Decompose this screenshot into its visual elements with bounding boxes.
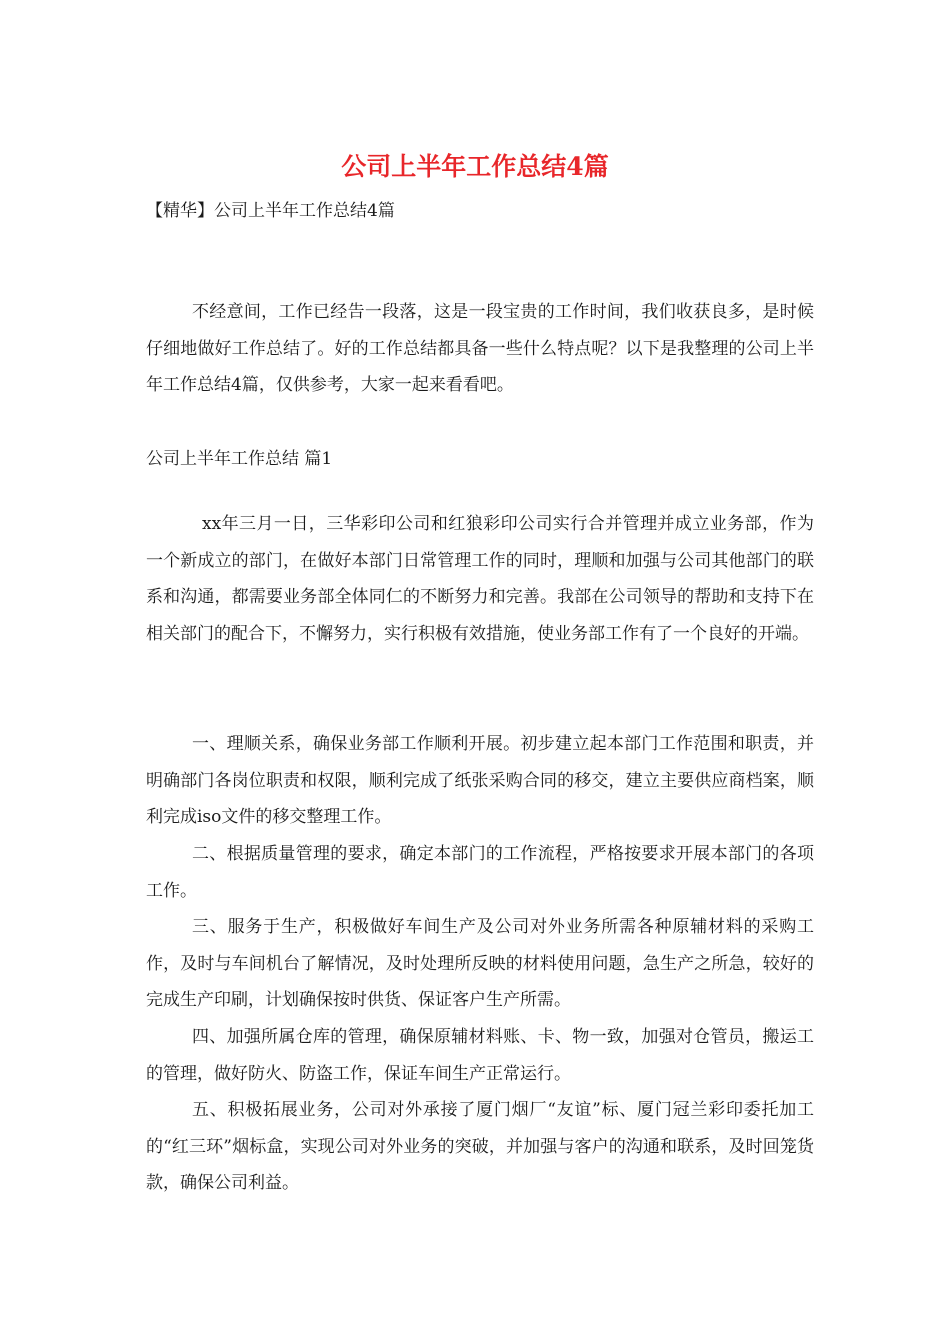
body-paragraph: xx年三月一日，三华彩印公司和红狼彩印公司实行合并管理并成立业务部，作为一个新成立的部门，在做好本部门日常管理工作的同时，理顺和加强与公司其他部门的联系和沟通，都需要业务部全体同仁的不断努力和完善。我部在公司领导的帮助和支持下在相关部门的配合下，不懈努力，实行积极有效措施，使业务部工作有了一个良好的开端。 bbox=[146, 514, 814, 644]
body-paragraph: 二、根据质量管理的要求，确定本部门的工作流程，严格按要求开展本部门的各项工作。 bbox=[146, 844, 814, 901]
section-heading: 公司上半年工作总结 篇1 bbox=[146, 449, 333, 469]
intro-paragraph: 不经意间，工作已经告一段落，这是一段宝贵的工作时间，我们收获良多，是时候仔细地做好工作总结了。好的工作总结都具备一些什么特点呢？以下是我整理的公司上半年工作总结4篇，仅供参考，大家一起来看看吧。 bbox=[146, 302, 814, 395]
body-paragraph: 三、服务于生产，积极做好车间生产及公司对外业务所需各种原辅材料的采购工作，及时与车间机台了解情况，及时处理所反映的材料使用问题，急生产之所急，较好的完成生产印刷，计划确保按时供货、保证客户生产所需。 bbox=[146, 917, 814, 1010]
document-subtitle: 【精华】公司上半年工作总结4篇 bbox=[146, 201, 395, 221]
document-title: 公司上半年工作总结4篇 bbox=[341, 152, 609, 181]
body-paragraph: 五、积极拓展业务，公司对外承接了厦门烟厂“友谊”标、厦门冠兰彩印委托加工的“红三环”烟标盒，实现公司对外业务的突破，并加强与客户的沟通和联系，及时回笼货款，确保公司利益。 bbox=[146, 1100, 814, 1193]
body-paragraph: 四、加强所属仓库的管理，确保原辅材料账、卡、物一致，加强对仓管员，搬运工的管理，做好防火、防盗工作，保证车间生产正常运行。 bbox=[146, 1027, 814, 1084]
body-paragraph: 一、理顺关系，确保业务部工作顺利开展。初步建立起本部门工作范围和职责，并明确部门各岗位职责和权限，顺利完成了纸张采购合同的移交，建立主要供应商档案，顺利完成iso文件的移交整理工作。 bbox=[146, 734, 814, 827]
